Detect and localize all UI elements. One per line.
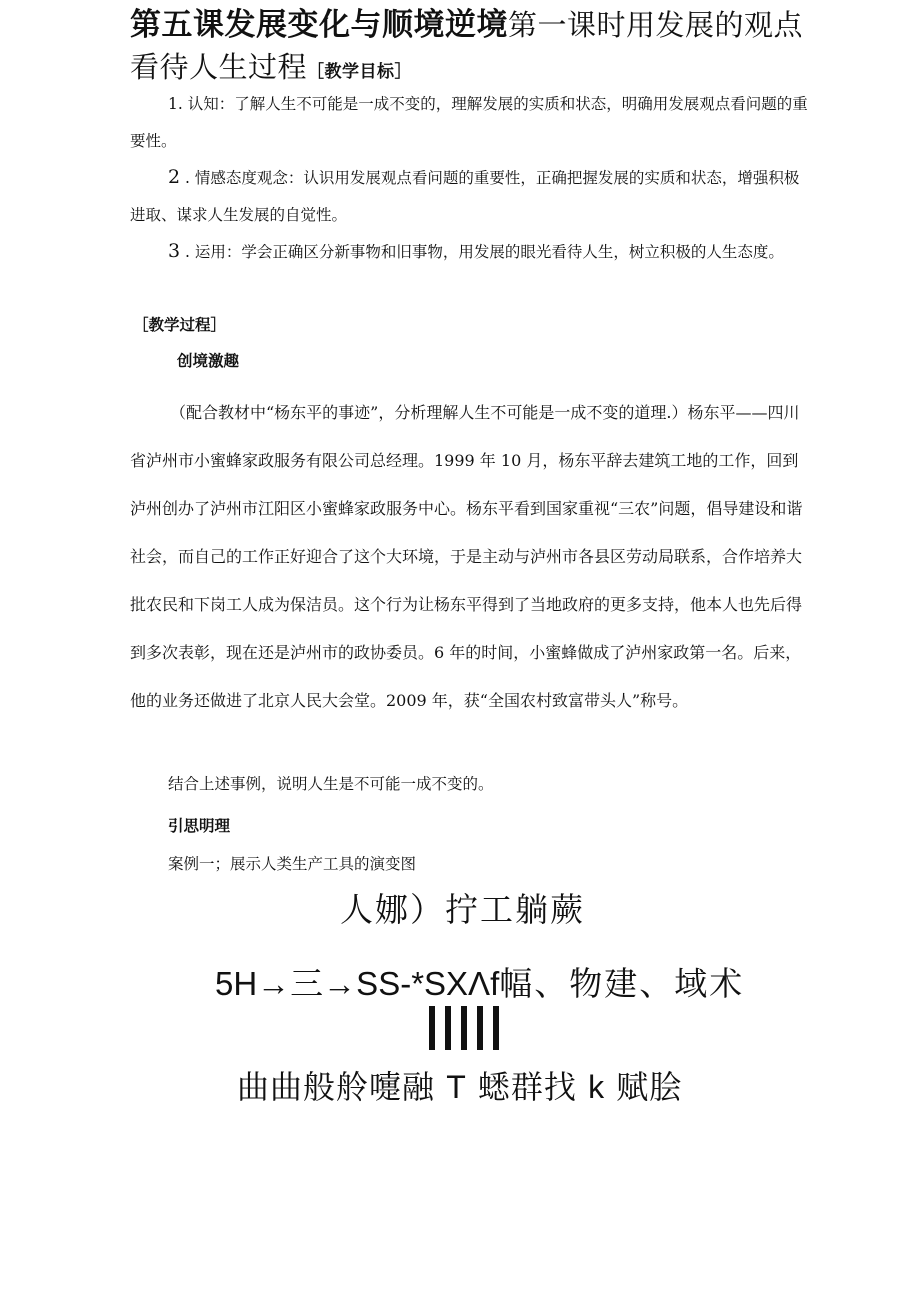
bottom-e: 赋脍 [616,1068,683,1106]
figure-bars [425,1006,505,1050]
bottom-d: k [588,1069,606,1105]
objective-text: . 认知：了解人生不可能是一成不变的，理解发展的实质和状态，明确用发展观点看问题的重要性。 [130,95,808,150]
title-part2: 第一课时用发展的观点看待人生过程 [130,8,804,84]
title-part1: 第五课发展变化与顺境逆境 [130,7,508,43]
figure-title: 人娜）拧工躺蕨 [340,890,585,929]
objectives-tag: ［教学目标］ [307,62,413,82]
create-heading: 创境激趣 [177,352,240,370]
bar-2 [445,1006,451,1050]
objective-1 [130,86,810,160]
objective-number: 2 [168,166,181,188]
lesson-title [130,4,810,93]
sequence-latin: 5H→三→SS-*SXΛf [215,965,500,1002]
bottom-c: 蟋群找 [477,1068,577,1106]
sequence-cjk: 幅、物建、域术 [499,964,745,1003]
reason-heading: 引思明理 [168,817,231,835]
case-line: 案例一；展示人类生产工具的演变图 [168,855,417,873]
story-paragraph: （配合教材中“杨东平的事迹”，分析理解人生不可能是一成不变的道理.）杨东平——四川省泸州市小蜜蜂家政服务有限公司总经理。1999 年 10 月，杨东平辞去建筑工地的工作，回到泸州创办了泸州市江阳区小蜜蜂家政服务中心。杨东平看到国家重视“三农”问题，倡导建设和谐社会，而自己的工作正好迎合了这个大环境，于是主动与泸州市各县区劳动局联系，合作培养大批农民和下岗工人成为保洁员。这个行为让杨东平得到了当地政府的更多支持，他本人也先后得到多次表彰，现在还是泸州市的政协委员。6 年的时间，小蜜蜂做成了泸州家政第一名。后来，他的业务还做进了北京人民大会堂。2009 年，获“全国农村致富带头人”称号。 [130,403,803,710]
conclusion-line: 结合上述事例，说明人生是不可能一成不变的。 [168,775,494,793]
objective-number: 1 [168,95,178,113]
process-heading: ［教学过程］ [133,316,227,334]
figure-bottom [237,1062,682,1108]
bar-4 [477,1006,483,1050]
objective-2 [130,159,810,234]
bottom-b: T [446,1069,467,1105]
objective-3 [130,233,810,271]
objective-text: . 情感态度观念：认识用发展观点看问题的重要性，正确把握发展的实质和状态，增强积极进取、谋求人生发展的自觉性。 [130,169,800,224]
bottom-a: 曲曲般舲嚏融 [237,1068,436,1106]
objective-text: . 运用：学会正确区分新事物和旧事物，用发展的眼光看待人生，树立积极的人生态度。 [180,243,784,261]
bar-1 [429,1006,435,1050]
bar-3 [461,1006,467,1050]
bar-5 [493,1006,499,1050]
objective-number: 3 [168,240,181,262]
figure-sequence [215,958,744,1005]
